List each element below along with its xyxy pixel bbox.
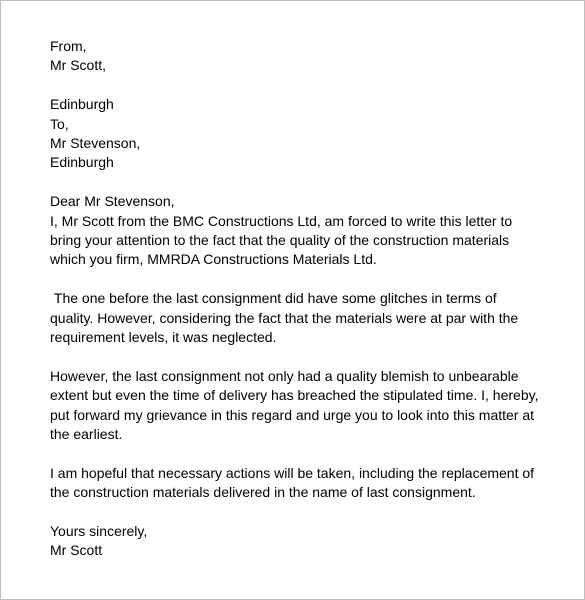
paragraph-line: requirement levels, it was neglected. (50, 329, 277, 346)
paragraph-line: I, Mr Scott from the BMC Constructions Ltd, am forced to write this letter to (50, 212, 513, 229)
paragraph-line: which you firm, MMRDA Constructions Materials Ltd. (50, 251, 377, 268)
recipient-name: Mr Stevenson, (50, 135, 141, 152)
sender-name: Mr Scott, (50, 57, 107, 74)
blank-line (50, 347, 570, 366)
paragraph-line: The one before the last consignment did have some glitches in terms of (50, 290, 497, 307)
paragraph-line: bring your attention to the fact that the quality of the construction materials (50, 232, 510, 249)
paragraph-line: the construction materials delivered in the name of last consignment. (50, 484, 476, 501)
blank-line (50, 270, 570, 289)
blank-line (50, 76, 570, 95)
from-label: From, (50, 38, 87, 54)
blank-line (50, 173, 570, 192)
paragraph-2 (50, 289, 570, 347)
salutation: Dear Mr Stevenson, (50, 193, 175, 210)
signature: Mr Scott (50, 542, 103, 559)
paragraph-line: put forward my grievance in this regard and urge you to look into this matter at (50, 406, 535, 423)
paragraph-line: I am hopeful that necessary actions will be taken, including the replacement of (50, 464, 535, 481)
to-label: To, (50, 115, 69, 132)
paragraph-line: extent but even the time of delivery has breached the stipulated time. I, hereby, (50, 387, 539, 404)
closing: Yours sincerely, (50, 523, 148, 540)
blank-line (50, 503, 570, 522)
sender-city: Edinburgh (50, 96, 114, 113)
paragraph-line: However, the last consignment not only had a quality blemish to unbearable (50, 367, 519, 384)
paragraph-line: quality. However, considering the fact that the materials were at par with the (50, 309, 519, 326)
paragraph-1 (50, 212, 570, 270)
paragraph-4 (50, 464, 570, 503)
letter-body (50, 37, 570, 561)
blank-line (50, 444, 570, 463)
paragraph-line: the earliest. (50, 426, 123, 443)
recipient-city: Edinburgh (50, 154, 114, 171)
paragraph-3 (50, 367, 570, 445)
